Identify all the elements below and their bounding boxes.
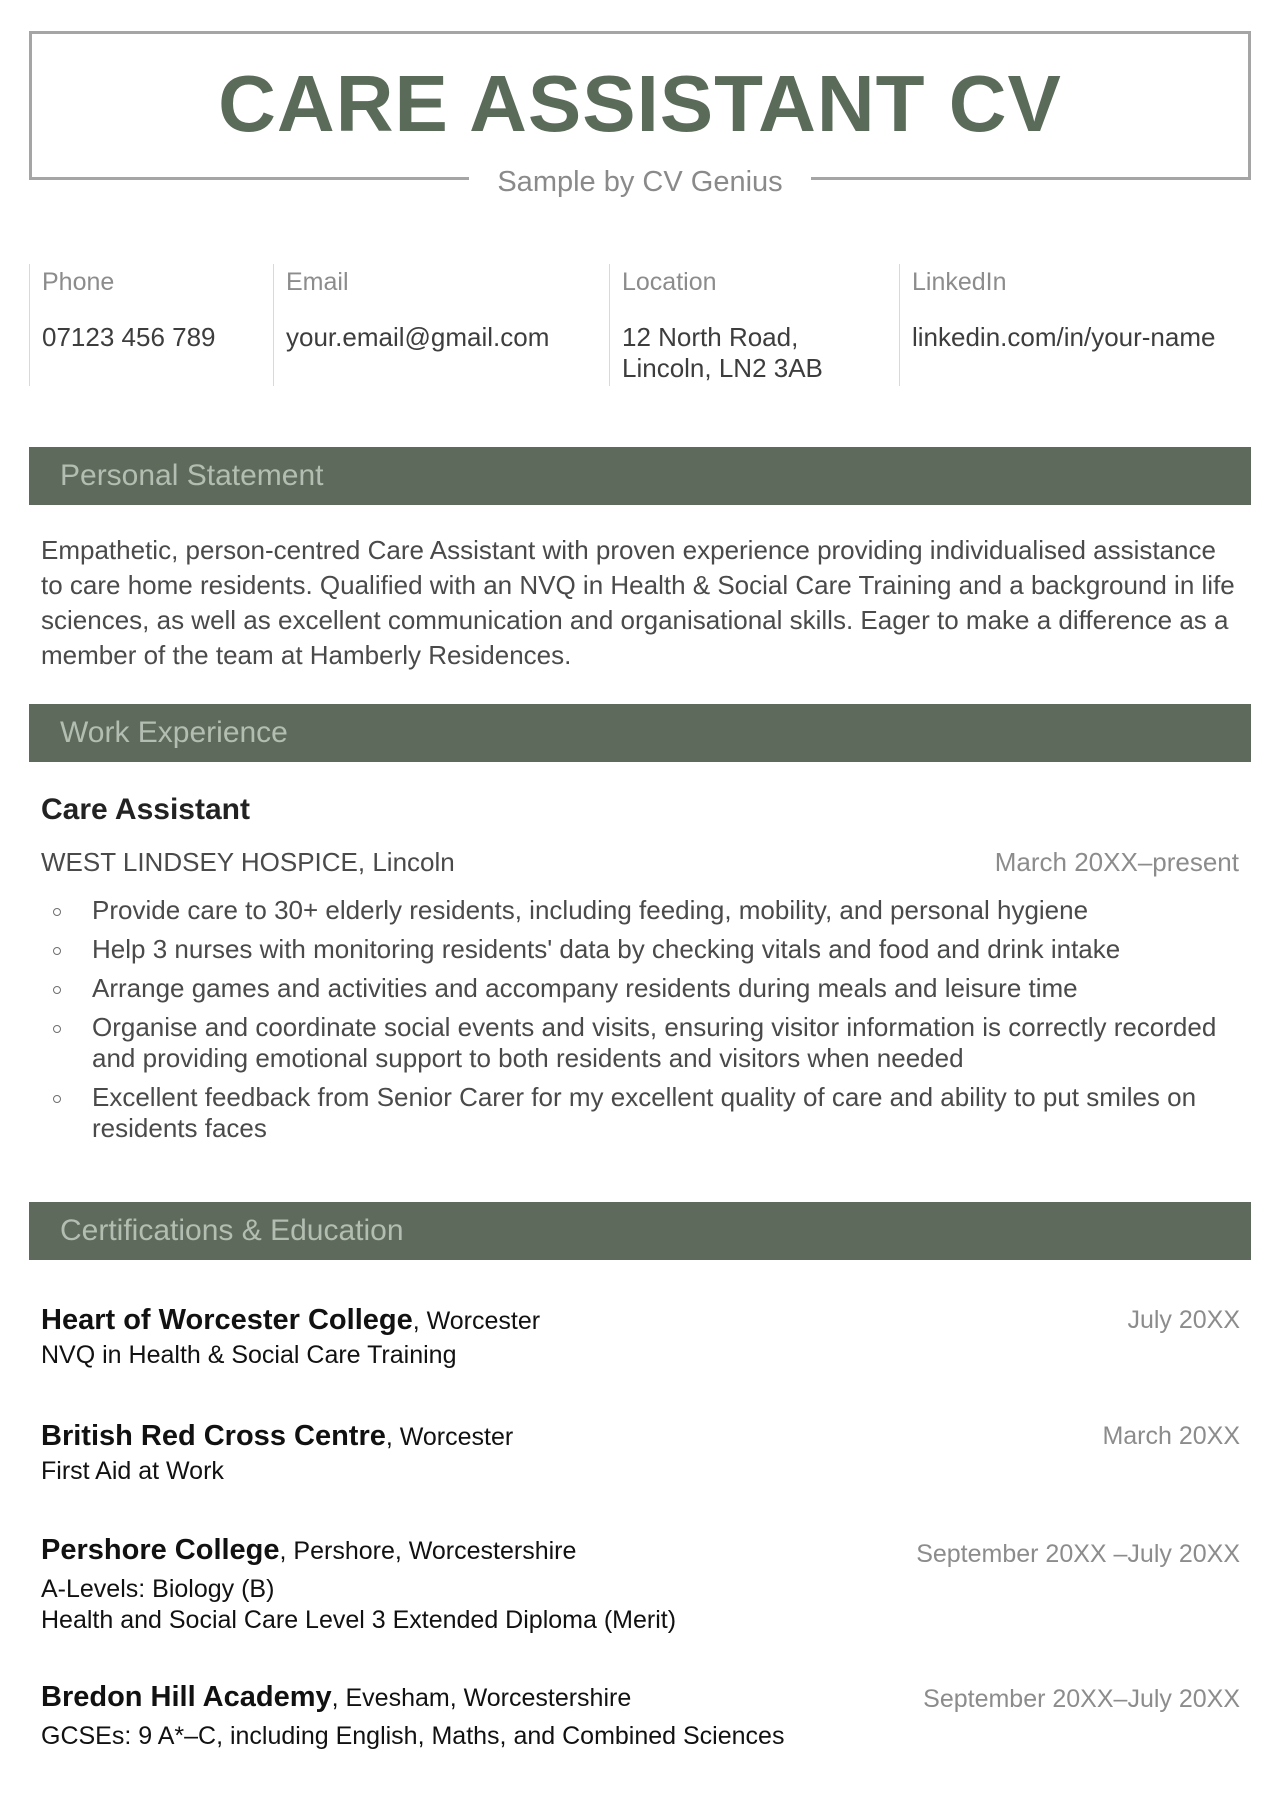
contact-value[interactable]: linkedin.com/in/your-name bbox=[912, 322, 1216, 352]
circle-bullet-icon bbox=[53, 986, 61, 994]
circle-bullet-icon bbox=[53, 1095, 61, 1103]
section-title: Personal Statement bbox=[60, 459, 324, 492]
subtitle-wrap bbox=[0, 162, 1280, 202]
education-detail: GCSEs: 9 A*–C, including English, Maths, and Combined Sciences bbox=[41, 1722, 785, 1750]
school-name: British Red Cross Centre bbox=[41, 1420, 386, 1452]
education-detail: Health and Social Care Level 3 Extended Diploma (Merit) bbox=[41, 1606, 677, 1634]
bullet-text: Organise and coordinate social events and visits, ensuring visitor information is correctly recorded and providing emotional support to both residents and visitors when needed bbox=[92, 1012, 1217, 1073]
list-item bbox=[41, 1012, 1221, 1074]
list-item bbox=[41, 1082, 1221, 1144]
education-entry bbox=[41, 1419, 1240, 1487]
school-location: , Pershore, Worcestershire bbox=[279, 1537, 577, 1565]
contact-label: Email bbox=[286, 268, 349, 296]
education-detail: NVQ in Health & Social Care Training bbox=[41, 1341, 457, 1369]
circle-bullet-icon bbox=[53, 947, 61, 955]
section-title: Work Experience bbox=[60, 716, 288, 749]
education-entry bbox=[41, 1303, 1240, 1371]
education-detail: First Aid at Work bbox=[41, 1457, 224, 1485]
circle-bullet-icon bbox=[53, 908, 61, 916]
circle-bullet-icon bbox=[53, 1025, 61, 1033]
contact-location bbox=[609, 264, 899, 386]
contact-label: Phone bbox=[42, 268, 115, 296]
contact-linkedin bbox=[899, 264, 1251, 386]
education-heading bbox=[41, 1303, 1240, 1338]
education-date: September 20XX–July 20XX bbox=[923, 1685, 1240, 1713]
contact-email bbox=[273, 264, 609, 386]
school-name: Bredon Hill Academy bbox=[41, 1681, 332, 1713]
section-bar-personal-statement bbox=[29, 447, 1251, 505]
list-item bbox=[41, 895, 1221, 926]
bullet-text: Provide care to 30+ elderly residents, including feeding, mobility, and personal hygiene bbox=[92, 895, 1089, 925]
job-title: Care Assistant bbox=[41, 793, 250, 826]
bullet-text: Arrange games and activities and accompany residents during meals and leisure time bbox=[92, 973, 1078, 1003]
personal-statement: Empathetic, person-centred Care Assistant with proven experience providing individualised assistance to care home residents. Qualified with an NVQ in Health & Social Care Training and a background in life sciences, as well as excellent communication and organisational skills. Eager to make a difference as a member of the team at Hamberly Residences. bbox=[41, 535, 1235, 670]
list-item bbox=[41, 934, 1221, 965]
education-date: September 20XX –July 20XX bbox=[916, 1540, 1240, 1568]
contact-phone bbox=[29, 264, 273, 386]
school-location: , Worcester bbox=[412, 1307, 541, 1335]
contact-label: LinkedIn bbox=[912, 268, 1007, 296]
section-title: Certifications & Education bbox=[60, 1214, 404, 1247]
education-entry bbox=[41, 1533, 1240, 1636]
bullet-text: Excellent feedback from Senior Carer for my excellent quality of care and ability to put smiles on residents faces bbox=[92, 1082, 1197, 1143]
school-location: , Evesham, Worcestershire bbox=[331, 1684, 632, 1712]
school-location: , Worcester bbox=[385, 1423, 514, 1451]
contact-value[interactable]: your.email@gmail.com bbox=[286, 322, 550, 352]
education-entry bbox=[41, 1680, 1240, 1752]
contact-label: Location bbox=[622, 268, 717, 296]
school-name: Pershore College bbox=[41, 1534, 280, 1566]
school-name: Heart of Worcester College bbox=[41, 1304, 413, 1336]
bullet-text: Help 3 nurses with monitoring residents' data by checking vitals and food and drink intake bbox=[92, 934, 1121, 964]
education-date: March 20XX bbox=[1102, 1422, 1240, 1450]
list-item bbox=[41, 973, 1221, 1004]
section-bar-education bbox=[29, 1202, 1251, 1260]
page-subtitle: Sample by CV Genius bbox=[469, 162, 810, 202]
education-date: July 20XX bbox=[1127, 1306, 1240, 1334]
contact-value: 12 North Road, Lincoln, LN2 3AB bbox=[622, 322, 823, 383]
education-heading bbox=[41, 1419, 1240, 1454]
page-title: CARE ASSISTANT CV bbox=[218, 59, 1062, 148]
job-dates: March 20XX–present bbox=[994, 847, 1239, 877]
employer: WEST LINDSEY HOSPICE, Lincoln bbox=[41, 847, 455, 877]
job-bullets bbox=[41, 895, 1221, 1152]
education-detail: A-Levels: Biology (B) bbox=[41, 1575, 275, 1603]
contact-value: 07123 456 789 bbox=[42, 322, 216, 352]
section-bar-work-experience bbox=[29, 704, 1251, 762]
